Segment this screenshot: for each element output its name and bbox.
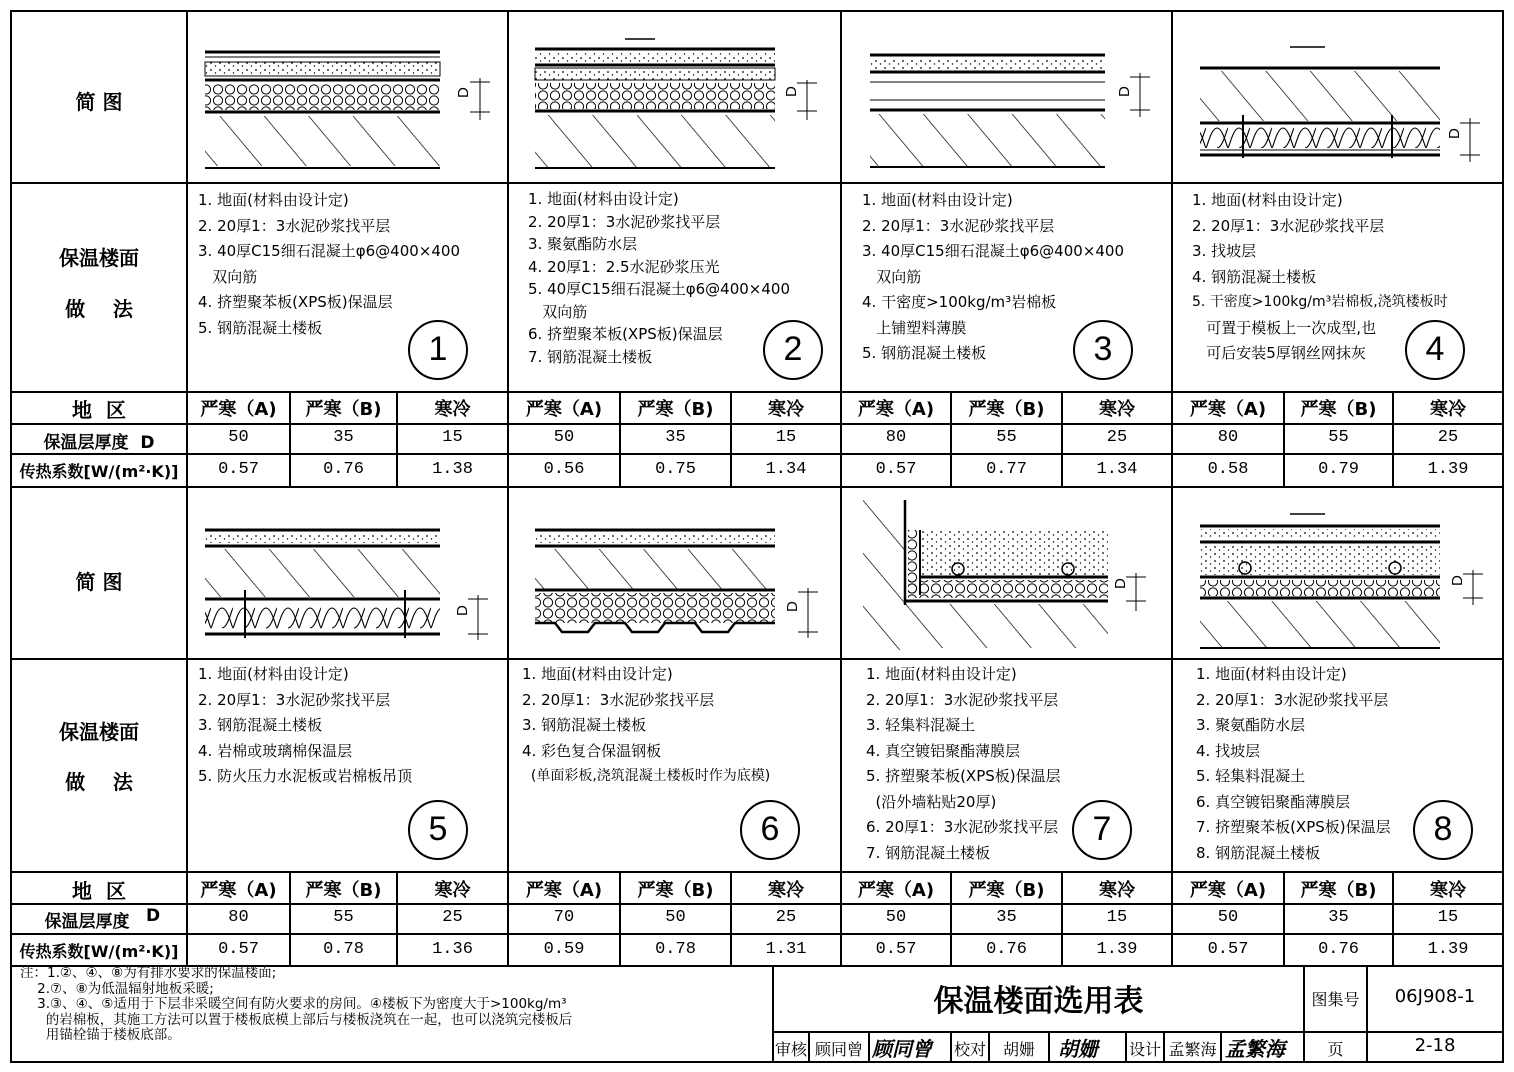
thickness-cell: 50: [885, 908, 907, 927]
k-value-cell: 0.57: [875, 460, 917, 479]
method-desc-5-line: 5. 防火压力水泥板或岩棉板吊顶: [198, 767, 413, 785]
method-desc-3-line: 1. 地面(材料由设计定): [862, 191, 1013, 209]
method-desc-2: [528, 188, 790, 368]
section-diagram-5: [200, 520, 500, 650]
k-value-cell: 0.78: [655, 940, 696, 959]
method-number-7: 7: [1072, 800, 1132, 860]
method-desc-8-line: 8. 钢筋混凝土楼板: [1196, 843, 1321, 862]
method-desc-4-line: 4. 钢筋混凝土楼板: [1192, 267, 1317, 286]
section-diagram-1: [200, 40, 500, 175]
thickness-cell: 70: [553, 908, 575, 927]
heat-label-top: 传热系数[W/(m²·K)]: [19, 462, 179, 481]
climate-header: 严寒（A): [1189, 880, 1267, 901]
method-desc-8-line: 3. 聚氨酯防水层: [1196, 716, 1306, 734]
k-value-cell: 0.57: [1207, 940, 1249, 959]
method-desc-2-line: 2. 20厚1：3水泥砂浆找平层: [528, 212, 721, 231]
method-desc-4-line: 可置于模板上一次成型,也: [1192, 318, 1377, 337]
k-value-cell: 1.39: [1427, 460, 1469, 479]
thickness-cell: 55: [996, 428, 1017, 447]
atlas-number: 06J908-1: [1394, 986, 1476, 1007]
climate-header: 严寒（A): [525, 399, 603, 420]
thickness-label-bottom-d: D: [146, 906, 161, 926]
k-value-cell: 1.39: [1427, 940, 1469, 959]
method-desc-4-line: 5. 干密度>100kg/m³岩棉板,浇筑楼板时: [1192, 294, 1448, 310]
method-desc-8: [1196, 662, 1391, 866]
climate-header: 寒冷: [1430, 399, 1466, 420]
thickness-cell: 55: [333, 908, 354, 927]
region-label-top: 地 区: [72, 398, 126, 422]
method-desc-8-line: 7. 挤塑聚苯板(XPS板)保温层: [1196, 818, 1391, 836]
section-diagram-8: [1195, 510, 1495, 655]
method-desc-7-line: 6. 20厚1：3水泥砂浆找平层: [866, 818, 1059, 836]
climate-header: 严寒（B): [1300, 880, 1377, 901]
climate-header: 寒冷: [434, 399, 471, 420]
region-label-bottom: 地 区: [72, 879, 126, 903]
note-line: 2.⑦、⑧为低温辐射地板采暖;: [20, 980, 214, 997]
climate-header: 寒冷: [1099, 399, 1135, 420]
k-value-cell: 1.39: [1096, 940, 1138, 959]
method-desc-3-line: 5. 钢筋混凝土楼板: [862, 344, 987, 362]
method-desc-7-line: 5. 挤塑聚苯板(XPS板)保温层: [866, 767, 1061, 785]
thickness-cell: 55: [1328, 428, 1349, 447]
climate-header: 严寒（B): [637, 880, 714, 901]
k-value-cell: 0.56: [543, 460, 585, 479]
note-line: 注：1.②、④、⑧为有排水要求的保温楼面;: [20, 965, 277, 981]
method-desc-6-line: 4. 彩色复合保温钢板: [522, 741, 662, 760]
k-value-cell: 1.36: [432, 940, 473, 959]
note-line: 的岩棉板，其施工方法可以置于楼板底模上部后与楼板浇筑在一起，也可以浇筑完楼板后: [20, 1011, 573, 1028]
climate-header: 严寒（A): [857, 399, 935, 420]
svg-text:D: D: [783, 86, 800, 97]
method-desc-1-line: 5. 钢筋混凝土楼板: [198, 318, 323, 337]
method-desc-8-line: 4. 找坡层: [1196, 741, 1261, 760]
k-value-cell: 0.78: [323, 940, 364, 959]
method-desc-6: [522, 662, 770, 790]
svg-text:D: D: [1112, 578, 1129, 589]
section-diagram-7: [858, 495, 1158, 655]
k-value-cell: 0.76: [986, 940, 1027, 959]
thickness-cell: 15: [775, 428, 797, 447]
method-desc-2-line: 7. 钢筋混凝土楼板: [528, 347, 653, 366]
method-desc-4-line: 2. 20厚1：3水泥砂浆找平层: [1192, 216, 1385, 235]
method-desc-8-line: 6. 真空镀铝聚酯薄膜层: [1196, 792, 1351, 811]
svg-text:D: D: [1116, 86, 1133, 97]
section-diagram-6: [530, 520, 830, 650]
method-label-bottom-line1: 保温楼面: [59, 720, 139, 744]
thickness-cell: 80: [885, 428, 907, 447]
k-value-cell: 1.34: [765, 460, 807, 479]
reviewer-signature: 顾同曾: [872, 1037, 932, 1061]
method-label-top-line2: 做 法: [65, 297, 133, 321]
k-value-cell: 0.79: [1318, 460, 1359, 479]
climate-header: 严寒（B): [305, 399, 382, 420]
k-value-cell: 0.76: [323, 460, 364, 479]
method-desc-4-line: 3. 找坡层: [1192, 242, 1257, 260]
k-value-cell: 0.59: [543, 940, 585, 959]
method-number-1: 1: [408, 320, 468, 380]
method-desc-2-line: 5. 40厚C15细石混凝土φ6@400×400: [528, 280, 790, 298]
k-value-cell: 1.38: [432, 460, 473, 479]
thickness-cell: 25: [775, 908, 797, 927]
climate-header: 严寒（A): [200, 399, 277, 420]
thickness-cell: 15: [1106, 908, 1128, 927]
svg-text:D: D: [1449, 575, 1466, 586]
method-desc-1-line: 4. 挤塑聚苯板(XPS板)保温层: [198, 293, 393, 311]
notes: [20, 966, 572, 1044]
svg-text:D: D: [454, 605, 471, 616]
svg-text:D: D: [784, 601, 801, 612]
thickness-cell: 50: [228, 428, 249, 447]
method-desc-5-line: 2. 20厚1：3水泥砂浆找平层: [198, 690, 391, 709]
thickness-cell: 50: [1217, 908, 1239, 927]
page-label: 页: [1327, 1040, 1344, 1059]
method-desc-3-line: 2. 20厚1：3水泥砂浆找平层: [862, 216, 1055, 235]
reviewer-name: 顾同曾: [814, 1040, 863, 1059]
method-desc-7-line: 3. 轻集料混凝土: [866, 716, 976, 734]
method-number-5: 5: [408, 800, 468, 860]
k-value-cell: 0.58: [1207, 460, 1249, 479]
thickness-cell: 35: [665, 428, 686, 447]
method-desc-8-line: 1. 地面(材料由设计定): [1196, 665, 1347, 683]
climate-header: 寒冷: [768, 399, 804, 420]
climate-header: 严寒（B): [968, 880, 1045, 901]
k-value-cell: 0.77: [986, 460, 1027, 479]
method-desc-1-line: 双向筋: [198, 267, 258, 286]
method-desc-6-line: 2. 20厚1：3水泥砂浆找平层: [522, 690, 715, 709]
section-diagram-2: [525, 35, 825, 175]
method-number-6: 6: [740, 800, 800, 860]
climate-header: 严寒（A): [200, 880, 277, 901]
thickness-label-top: 保温层厚度 D: [43, 433, 155, 453]
section-diagram-3: [865, 45, 1165, 175]
thickness-cell: 35: [1328, 908, 1349, 927]
method-desc-3-line: 双向筋: [862, 267, 922, 286]
svg-text:D: D: [1446, 128, 1463, 139]
method-desc-3-line: 3. 40厚C15细石混凝土φ6@400×400: [862, 242, 1124, 260]
method-desc-2-line: 4. 20厚1：2.5水泥砂浆压光: [528, 257, 720, 276]
method-desc-2-line: 双向筋: [528, 302, 588, 321]
method-desc-5: [198, 662, 412, 790]
method-desc-8-line: 2. 20厚1：3水泥砂浆找平层: [1196, 690, 1389, 709]
k-value-cell: 1.31: [765, 940, 807, 959]
method-number-8: 8: [1413, 800, 1473, 860]
section-diagram-4: [1195, 40, 1495, 175]
designer-signature: 孟繁海: [1225, 1037, 1285, 1061]
method-label-top-line1: 保温楼面: [59, 246, 139, 270]
check-label: 校对: [953, 1040, 986, 1059]
method-desc-7-line: (沿外墙粘贴20厚): [866, 792, 997, 811]
climate-header: 严寒（A): [525, 880, 603, 901]
thickness-cell: 80: [1217, 428, 1239, 447]
k-value-cell: 0.57: [218, 460, 259, 479]
method-desc-8-line: 5. 轻集料混凝土: [1196, 767, 1306, 785]
thickness-cell: 50: [665, 908, 686, 927]
method-desc-4-line: 1. 地面(材料由设计定): [1192, 191, 1343, 209]
method-desc-1-line: 1. 地面(材料由设计定): [198, 191, 349, 209]
k-value-cell: 0.57: [875, 940, 917, 959]
atlas-label: 图集号: [1311, 990, 1360, 1009]
thickness-cell: 25: [1106, 428, 1128, 447]
note-line: 用锚栓锚于楼板底部。: [20, 1027, 181, 1043]
climate-header: 严寒（A): [1189, 399, 1267, 420]
diagram-label-bottom: 简 图: [75, 570, 123, 594]
method-desc-4-line: 可后安装5厚钢丝网抹灰: [1192, 344, 1366, 362]
thickness-cell: 15: [442, 428, 463, 447]
page-number: 2-18: [1414, 1035, 1456, 1056]
method-desc-7-line: 4. 真空镀铝聚酯薄膜层: [866, 741, 1021, 760]
method-number-2: 2: [763, 320, 823, 380]
thickness-cell: 25: [1437, 428, 1459, 447]
method-desc-7-line: 2. 20厚1：3水泥砂浆找平层: [866, 690, 1059, 709]
method-desc-3-line: 4. 干密度>100kg/m³岩棉板: [862, 293, 1057, 311]
k-value-cell: 0.57: [218, 940, 259, 959]
designer-name: 孟繁海: [1168, 1040, 1217, 1059]
diagram-label-top: 简 图: [75, 90, 123, 114]
review-label: 审核: [774, 1040, 807, 1059]
method-desc-5-line: 3. 钢筋混凝土楼板: [198, 716, 323, 734]
method-desc-1-line: 2. 20厚1：3水泥砂浆找平层: [198, 216, 391, 235]
note-line: 3.③、④、⑤适用于下层非采暖空间有防火要求的房间。④楼板下为密度大于>100kg/m³: [20, 996, 567, 1012]
method-desc-5-line: 1. 地面(材料由设计定): [198, 665, 349, 683]
climate-header: 寒冷: [768, 880, 804, 901]
climate-header: 寒冷: [1430, 880, 1466, 901]
method-desc-2-line: 3. 聚氨酯防水层: [528, 235, 638, 253]
method-desc-7-line: 7. 钢筋混凝土楼板: [866, 843, 991, 862]
checker-name: 胡姗: [1002, 1040, 1035, 1059]
method-desc-1-line: 3. 40厚C15细石混凝土φ6@400×400: [198, 242, 460, 260]
method-desc-7: [866, 662, 1061, 866]
climate-header: 严寒（B): [305, 880, 382, 901]
method-desc-6-line: (单面彩板,浇筑混凝土楼板时作为底模): [522, 768, 771, 784]
thickness-cell: 25: [442, 908, 463, 927]
thickness-cell: 35: [996, 908, 1017, 927]
thickness-cell: 50: [553, 428, 575, 447]
thickness-label-bottom: 保温层厚度: [44, 912, 130, 932]
climate-header: 严寒（A): [857, 880, 935, 901]
heat-label-bottom: 传热系数[W/(m²·K)]: [19, 942, 179, 961]
climate-header: 严寒（B): [968, 399, 1045, 420]
k-value-cell: 0.76: [1318, 940, 1359, 959]
thickness-cell: 35: [333, 428, 354, 447]
method-desc-7-line: 1. 地面(材料由设计定): [866, 665, 1017, 683]
method-number-4: 4: [1405, 320, 1465, 380]
thickness-cell: 15: [1437, 908, 1459, 927]
method-number-3: 3: [1073, 320, 1133, 380]
k-value-cell: 1.34: [1096, 460, 1138, 479]
climate-header: 寒冷: [1099, 880, 1135, 901]
checker-signature: 胡姗: [1058, 1037, 1098, 1061]
method-desc-2-line: 6. 挤塑聚苯板(XPS板)保温层: [528, 325, 723, 343]
method-label-bottom-line2: 做 法: [65, 770, 133, 794]
method-desc-3-line: 上铺塑料薄膜: [862, 318, 967, 337]
method-desc-2-line: 1. 地面(材料由设计定): [528, 190, 679, 208]
method-desc-6-line: 1. 地面(材料由设计定): [522, 665, 673, 683]
design-label: 设计: [1128, 1040, 1161, 1059]
k-value-cell: 0.75: [655, 460, 696, 479]
method-desc-6-line: 3. 钢筋混凝土楼板: [522, 716, 647, 734]
method-desc-1: [198, 188, 460, 341]
method-desc-5-line: 4. 岩棉或玻璃棉保温层: [198, 741, 353, 760]
drawing-title: 保温楼面选用表: [933, 984, 1144, 1019]
thickness-cell: 80: [228, 908, 249, 927]
climate-header: 寒冷: [434, 880, 471, 901]
climate-header: 严寒（B): [637, 399, 714, 420]
svg-text:D: D: [455, 87, 472, 98]
climate-header: 严寒（B): [1300, 399, 1377, 420]
